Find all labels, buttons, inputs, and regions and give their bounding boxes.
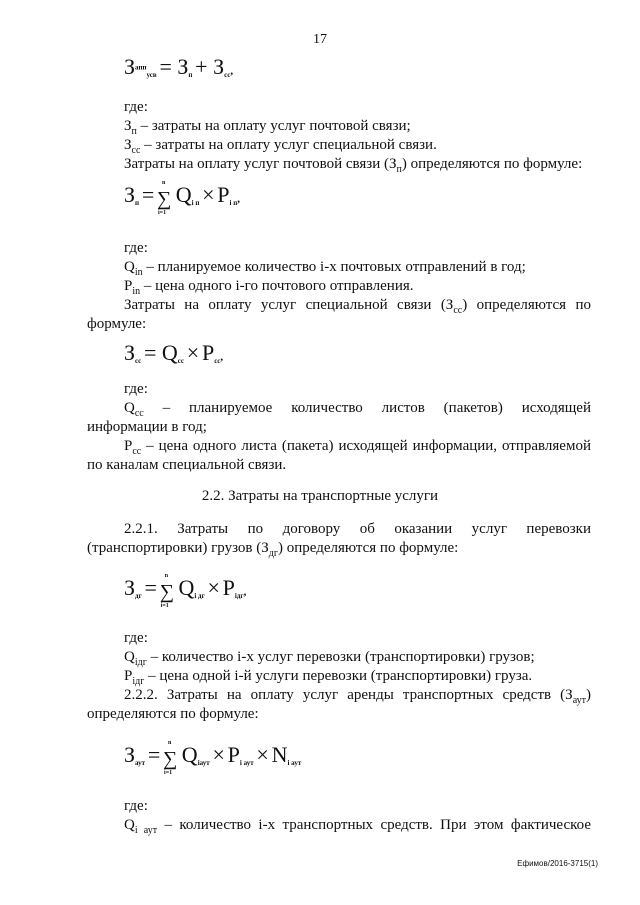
definition-qin: $Q_{in}$ – планируемое количество i-х почтовых отправлений в год; [124, 259, 526, 278]
formula-usv: $З^{апп}_{усв} = З_п + З_{сс}$, [124, 54, 234, 80]
definition-zp: $З_п$ – затраты на оплату услуг почтовой связи; [124, 118, 411, 137]
gde-label: где: [124, 798, 148, 814]
sum-symbol: n ∑ i=1 [157, 180, 172, 217]
paragraph-2-2-2: 2.2.2. Затраты на оплату услуг аренды транспортных средств $(З_{аут})$ [124, 687, 591, 706]
document-footer-code: Ефимов/2016-3715(1) [517, 859, 598, 868]
definition-pidg: $P_{iдг}$ – цена одной i-й услуги перевозки (транспортировки) груза. [124, 668, 533, 687]
page-number: 17 [313, 32, 327, 47]
definition-zss: $З_{сс}$ – затраты на оплату услуг специальной связи. [124, 137, 437, 156]
formula-zp: $З_п$ = n ∑ i=1 $Q_{i п} \times P_{i п}$, [124, 180, 241, 217]
paragraph-2-2-1-cont: (транспортировки) грузов $(З_{дг})$ определяются по формуле: [87, 540, 459, 559]
section-heading: 2.2. Затраты на транспортные услуги [201, 488, 439, 504]
paragraph-zss-intro: Затраты на оплату услуг специальной связи $(З_{сс})$ определяются по [124, 297, 591, 316]
gde-label: где: [124, 630, 148, 646]
formula-zss: $З_{сс} = Q_{сс} \times P_{сс}$, [124, 340, 224, 366]
paragraph-2-2-2-cont: определяются по формуле: [87, 706, 259, 722]
definition-pss: $P_{сс}$ – цена одного листа (пакета) исходящей информации, отправляемой [124, 438, 591, 457]
gde-label: где: [124, 99, 148, 115]
gde-label: где: [124, 240, 148, 256]
definition-pin: $P_{in}$ – цена одного i-го почтового отправления. [124, 278, 414, 297]
definition-qidg: $Q_{iдг}$ – количество i-х услуг перевозки (транспортировки) грузов; [124, 649, 535, 668]
definition-qiaut: $Q_{i аут}$ – количество i-х транспортных средств. При этом фактическое [124, 817, 591, 836]
formula-zaut: $З_{аут}$ = n ∑ i=1 $Q_{iаут} \times P_{i аут} \times N_{i аут}$ [124, 740, 302, 777]
paragraph-2-2-1: 2.2.1. Затраты по договору об оказании услуг перевозки [124, 521, 591, 537]
formula-zdg: $З_{дг}$ = n ∑ i=1 $Q_{i дг} \times P_{iдг}$, [124, 573, 247, 610]
paragraph-zp-intro: Затраты на оплату услуг почтовой связи $(З_п)$ определяются по формуле: [124, 156, 583, 175]
gde-label: где: [124, 381, 148, 397]
sum-symbol: n ∑ i=1 [159, 573, 174, 610]
definition-qss-cont: информации в год; [87, 419, 207, 435]
definition-qss: $Q_{сс}$ – планируемое количество листов (пакетов) исходящей [124, 400, 591, 419]
definition-pss-cont: по каналам специальной связи. [87, 457, 287, 473]
sum-symbol: n ∑ i=1 [163, 740, 178, 777]
paragraph-zss-intro-cont: формуле: [87, 316, 147, 332]
